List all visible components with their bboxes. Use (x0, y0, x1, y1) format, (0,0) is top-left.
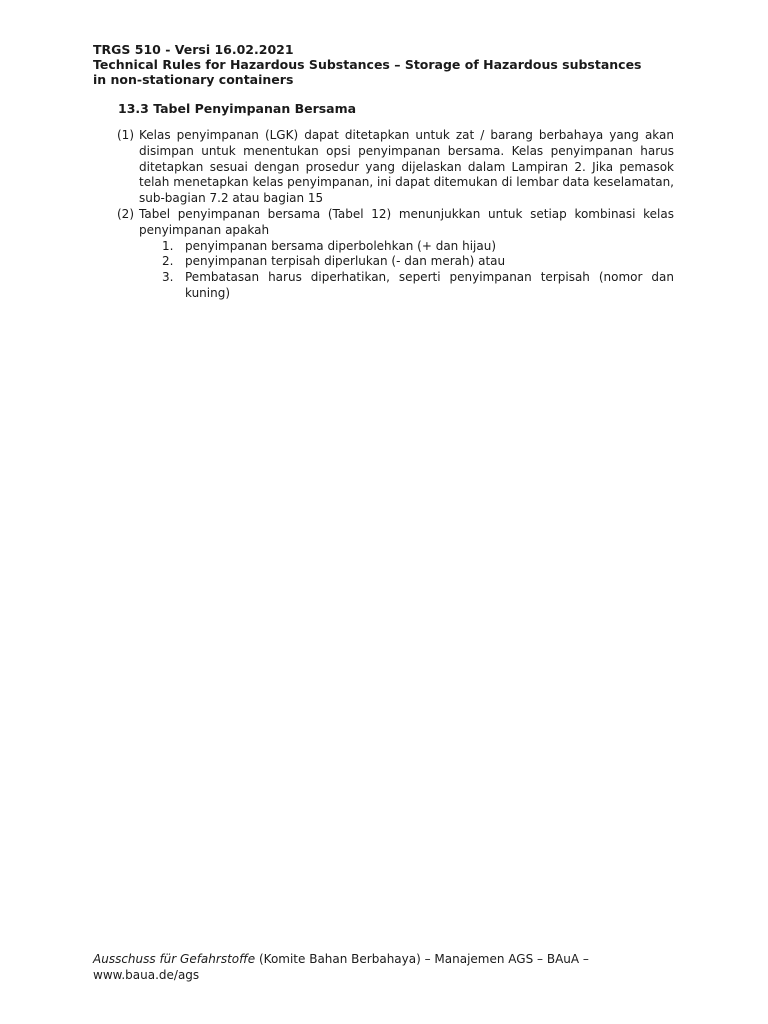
list-item-text: penyimpanan bersama diperbolehkan (+ dan hijau) (185, 238, 497, 253)
list-item (162, 254, 674, 270)
document-footer (93, 951, 653, 983)
paragraph-number: (1) (117, 128, 134, 142)
footer-line (93, 951, 653, 967)
paragraph-1 (117, 128, 674, 207)
list-item (162, 270, 674, 302)
paragraph-text: Kelas penyimpanan (LGK) dapat ditetapkan untuk zat / barang berbahaya yang akan disimpan untuk menentukan opsi penyimpanan bersama. Kelas penyimpanan harus ditetapkan sesuai dengan prosedur yang dijelaskan dalam Lampiran 2. Jika pemasok telah menetapkan kelas penyimpanan, ini dapat ditemukan di lembar data keselamatan, sub-bagian 7.2 atau bagian 15 (139, 128, 674, 206)
list-item-text: penyimpanan terpisah diperlukan (- dan merah) atau (185, 254, 506, 269)
storage-rules-list (117, 239, 674, 302)
list-item-number: 1. (162, 238, 174, 253)
footer-committee-name: Ausschuss für Gefahrstoffe (93, 952, 256, 966)
section-heading: 13.3 Tabel Penyimpanan Bersama (118, 101, 357, 116)
list-item-text: Pembatasan harus diperhatikan, seperti penyimpanan terpisah (nomor dan kuning) (185, 270, 674, 300)
list-item-number: 3. (162, 270, 174, 285)
list-item (162, 239, 674, 255)
footer-website: www.baua.de/ags (93, 968, 200, 982)
list-item-number: 2. (162, 254, 174, 269)
paragraph-text: Tabel penyimpanan bersama (Tabel 12) menunjukkan untuk setiap kombinasi kelas penyimpanan apakah (139, 206, 674, 237)
footer-committee-details: (Komite Bahan Berbahaya) – Manajemen AGS – BAuA – (255, 952, 589, 966)
document-header (93, 42, 683, 87)
section-body (117, 128, 674, 302)
document-title-continued: in non-stationary containers (93, 72, 294, 87)
paragraph-number: (2) (117, 206, 134, 221)
document-title: Technical Rules for Hazardous Substances – Storage of Hazardous substances (93, 57, 642, 72)
paragraph-2 (117, 207, 674, 239)
document-id-version: TRGS 510 - Versi 16.02.2021 (93, 42, 294, 57)
